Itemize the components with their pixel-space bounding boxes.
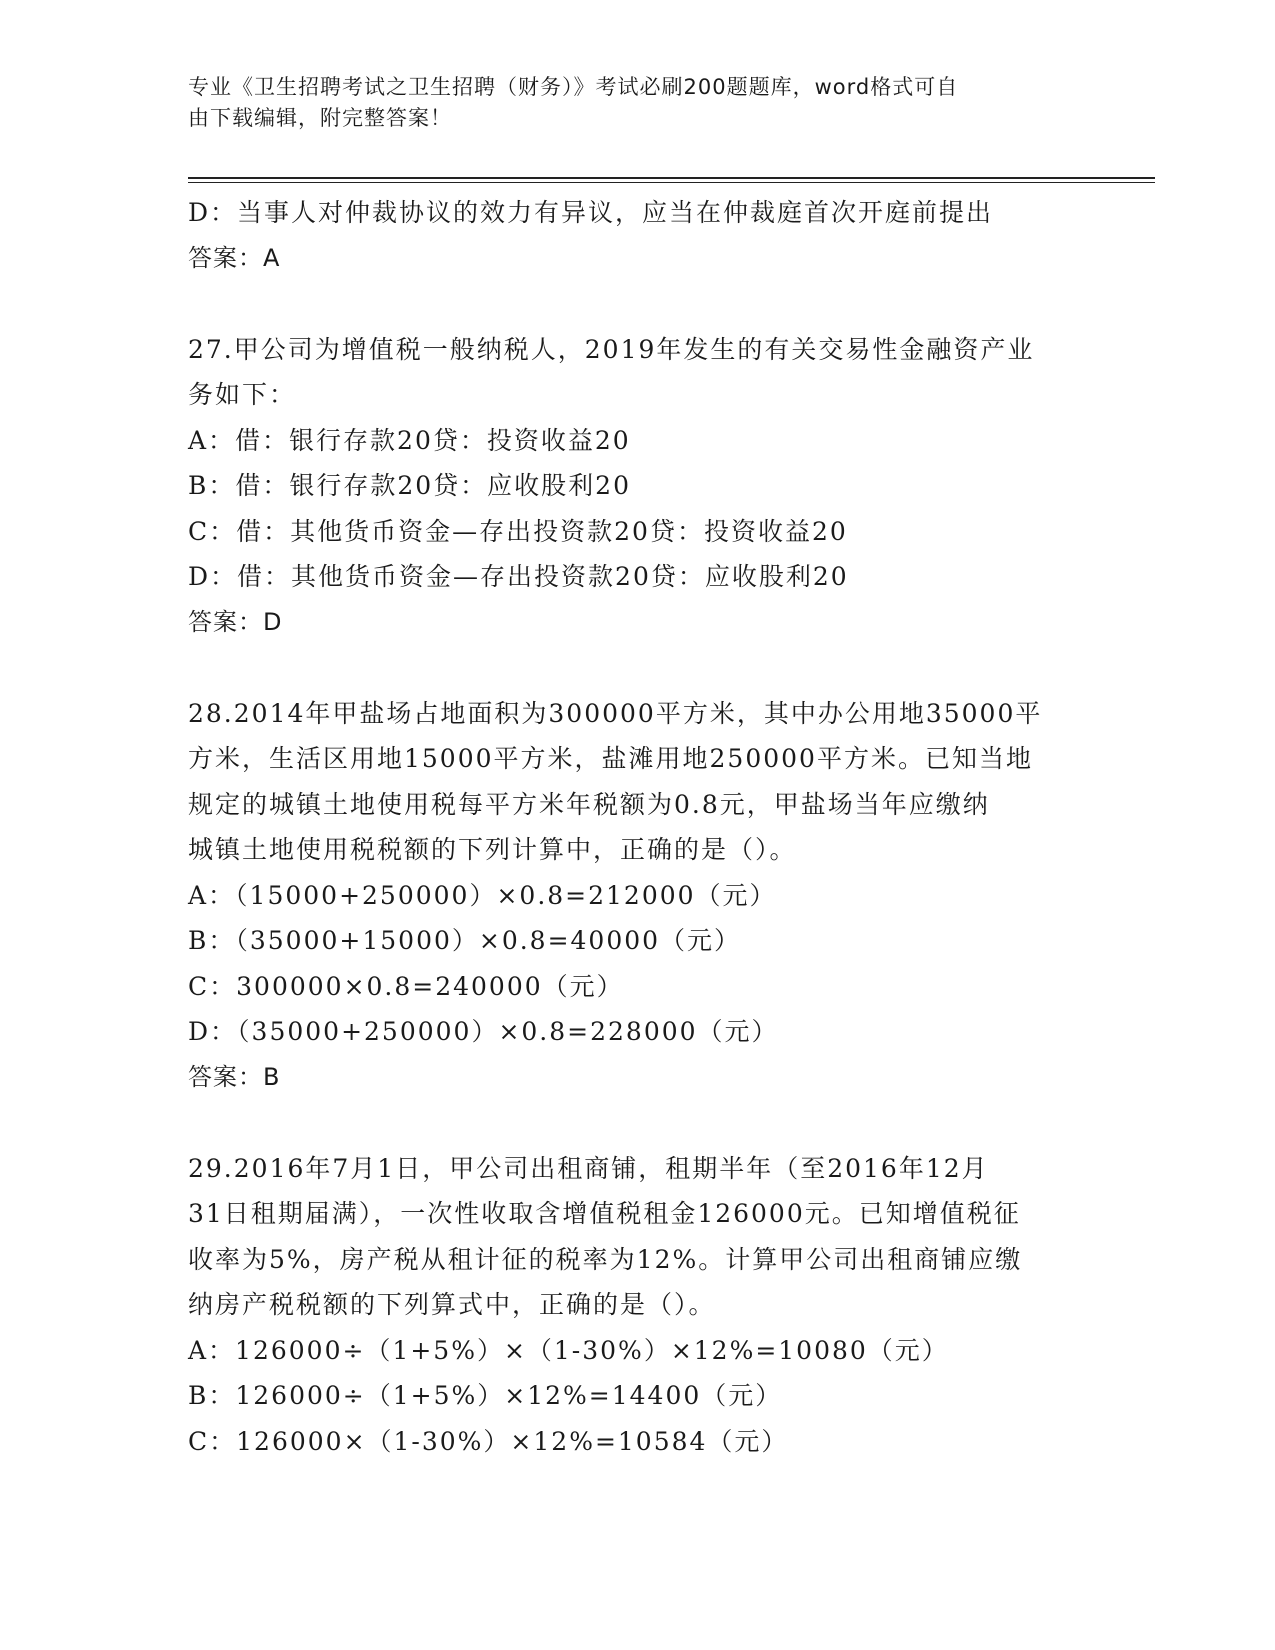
header-title-line-2: 由下载编辑，附完整答案！: [188, 106, 452, 130]
q28-stem-line-4: 城镇土地使用税税额的下列计算中，正确的是（）。: [188, 835, 797, 864]
document-body: [188, 190, 1088, 1464]
q28-answer: 答案：B: [188, 1062, 281, 1091]
q27-option-d: D：借：其他货币资金—存出投资款20贷：应收股利20: [188, 562, 849, 591]
page-header: [188, 72, 1068, 134]
q29-option-b: B：126000÷（1+5%）×12%=14400（元）: [188, 1381, 783, 1410]
q28-option-d: D：（35000+250000）×0.8=228000（元）: [188, 1017, 779, 1046]
q27-option-c: C：借：其他货币资金—存出投资款20贷：投资收益20: [188, 516, 848, 546]
q29-stem-line-4: 纳房产税税额的下列算式中，正确的是（）。: [188, 1290, 716, 1319]
q28-stem-line-2: 方米，生活区用地15000平方米，盐滩用地250000平方米。已知当地: [188, 744, 1033, 773]
q29-option-c: C：126000×（1-30%）×12%=10584（元）: [188, 1426, 789, 1456]
header-rule-thin: [188, 182, 1155, 183]
spacer: [188, 645, 1088, 691]
q28-option-a: A：（15000+250000）×0.8=212000（元）: [188, 880, 777, 910]
q27-stem-line-2: 务如下：: [188, 380, 297, 409]
q29-stem-line-2: 31日租期届满），一次性收取含增值税租金126000元。已知增值税征: [188, 1199, 1021, 1228]
q27-option-b: B：借：银行存款20贷：应收股利20: [188, 471, 631, 500]
q28-option-b: B：（35000+15000）×0.8=40000（元）: [188, 926, 742, 955]
header-title-line-1: 专业《卫生招聘考试之卫生招聘（财务）》考试必刷200题题库，word格式可自: [188, 75, 959, 99]
q29-option-a: A：126000÷（1+5%）×（1-30%）×12%=10080（元）: [188, 1335, 949, 1365]
q29-stem-line-1: 29.2016年7月1日，甲公司出租商铺，租期半年（至2016年12月: [188, 1153, 989, 1183]
q28-option-c: C：300000×0.8=240000（元）: [188, 971, 624, 1001]
spacer: [188, 281, 1088, 327]
prev-answer: 答案：A: [188, 243, 281, 272]
prev-option-d: D：当事人对仲裁协议的效力有异议，应当在仲裁庭首次开庭前提出: [188, 198, 994, 227]
q28-stem-line-1: 28.2014年甲盐场占地面积为300000平方米，其中办公用地35000平: [188, 698, 1043, 728]
header-rule-thick: [188, 177, 1155, 179]
q29-stem-line-3: 收率为5%，房产税从租计征的税率为12%。计算甲公司出租商铺应缴: [188, 1244, 1023, 1274]
q28-stem-line-3: 规定的城镇土地使用税每平方米年税额为0.8元，甲盐场当年应缴纳: [188, 789, 990, 819]
q27-option-a: A：借：银行存款20贷：投资收益20: [188, 425, 631, 455]
q27-stem-line-1: 27.甲公司为增值税一般纳税人，2019年发生的有关交易性金融资产业: [188, 334, 1035, 364]
spacer: [188, 1100, 1088, 1146]
q27-answer: 答案：D: [188, 607, 283, 636]
